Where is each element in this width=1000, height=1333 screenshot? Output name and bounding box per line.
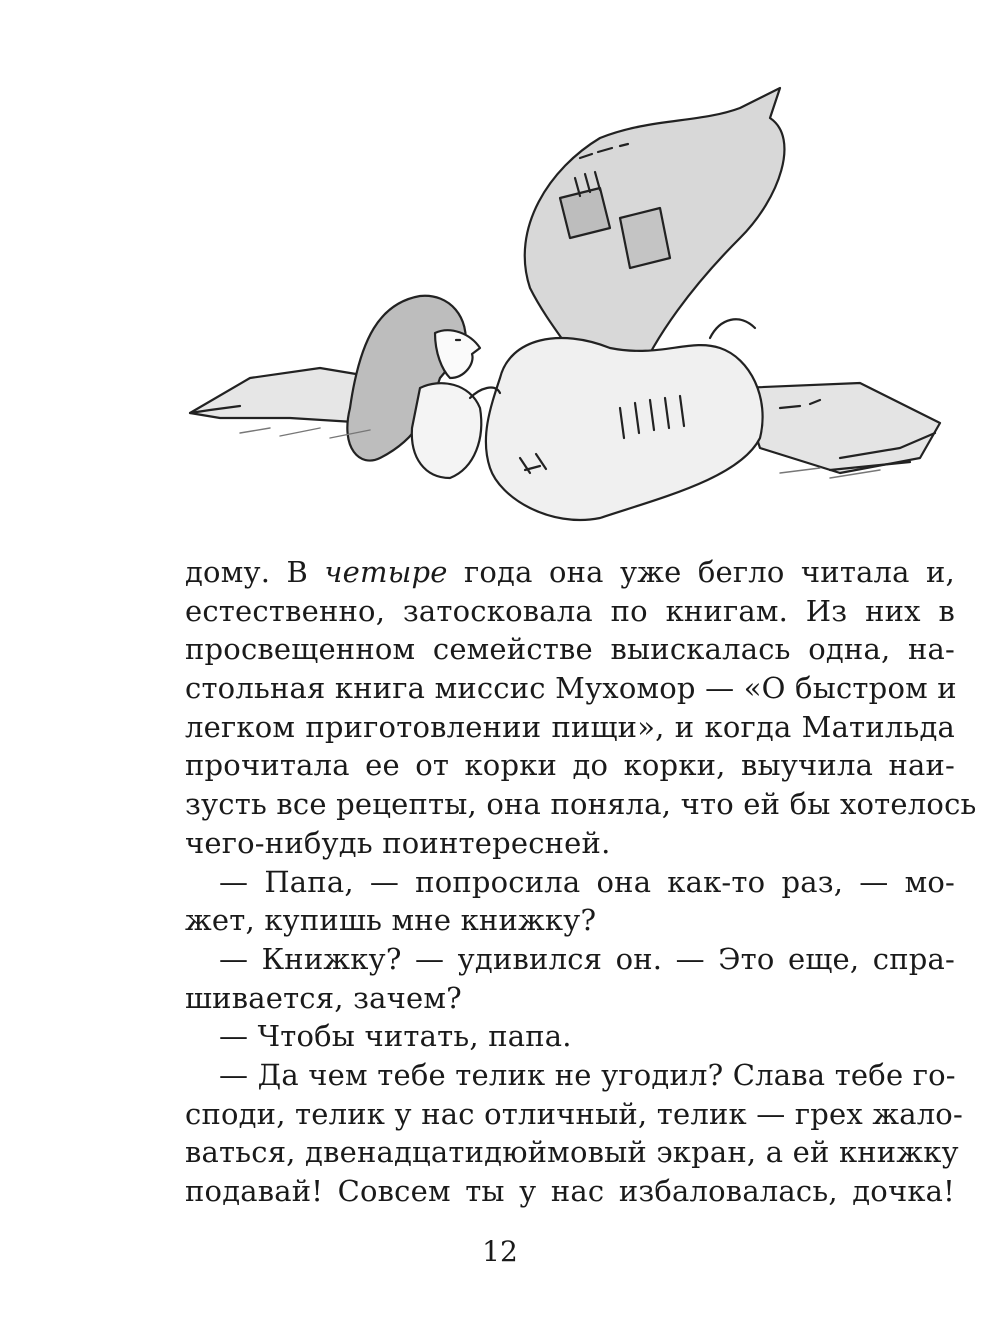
illustration-girl-and-newspaper [180, 78, 950, 533]
text-line-6: прочитала ее от корки до корки, выучила наи- [185, 748, 955, 783]
right-paper-sheet [740, 383, 940, 473]
text-line-8: чего-нибудь поинтересней. [185, 825, 611, 860]
text-line-14: — Да чем тебе телик не угодил? Слава тебе го- [219, 1057, 956, 1092]
text-line-15: споди, телик у нас отличный, телик — грех жало- [185, 1096, 963, 1131]
text-line-9: — Папа, — попросила она как-то раз, — мо- [219, 864, 955, 899]
text-line-13: — Чтобы читать, папа. [219, 1019, 572, 1054]
text-line-4: стольная книга миссис Мухомор — «О быстром и [185, 671, 957, 706]
text-line-10: жет, купишь мне книжку? [185, 903, 597, 938]
italic-word: четыре [324, 555, 448, 589]
text-line-16: ваться, двенадцатидюймовый экран, а ей книжку [185, 1135, 959, 1170]
text-line-11: — Книжку? — удивился он. — Это еще, спра- [219, 941, 955, 976]
text-line-5: легком приготовлении пищи», и когда Матильда [185, 709, 955, 744]
text-line-12: шивается, зачем? [185, 980, 462, 1015]
page-number: 12 [482, 1235, 518, 1268]
blanket [486, 338, 763, 520]
text-line-7: зусть все рецепты, она поняла, что ей бы хотелось [185, 787, 977, 822]
text-line-2: естественно, затосковала по книгам. Из них в [185, 593, 955, 628]
body-text [185, 553, 977, 1211]
text-line-17: подавай! Совсем ты у нас избаловалась, дочка! [185, 1174, 955, 1208]
newspaper-drawing [180, 78, 950, 533]
text-line-3: просвещенном семействе выискалась одна, на- [185, 632, 955, 667]
text-line-1: дому. В четыре года она уже бегло читала и, [185, 555, 955, 589]
